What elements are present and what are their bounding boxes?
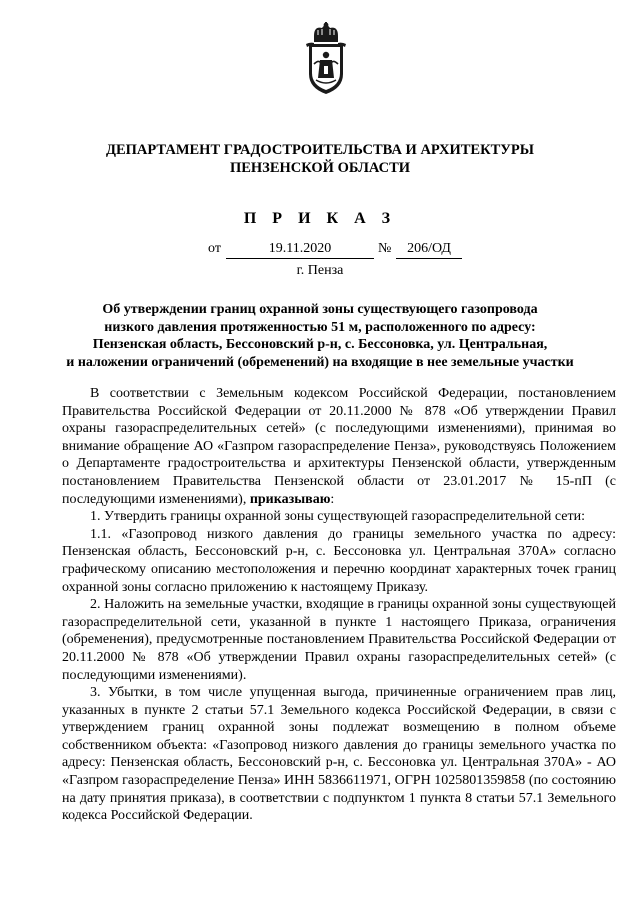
number-label: № [378,241,392,256]
preamble-text: В соответствии с Земельным кодексом Российской Федерации, постановлением Правительства Российской Федерации от 20.11.2000 № 878 «Об утверждении Правил охраны газораспределительных сетей» (с последующими изменениями), принимая во внимание обращение АО «Газпром газораспределение Пенза», руководствуясь Положением о Департаменте градостроительства и архитектуры Пензенской области, утвержденным постановлением Правительства Пензенской области от 23.01.2017 № 15-пП (с последующими изменениями), [62,386,616,507]
preamble-end: : [330,491,335,507]
department-heading [60,141,580,177]
item-3-paragraph: 3. Убытки, в том числе упущенная выгода, причиненные ограничением прав лиц, указанных в пункте 2 статьи 57.1 Земельного кодекса Российской Федерации, в связи с утверждением границ охранной зоны подлежат возмещению в полном объеме собственником объекта: «Газопровод низкого давления до границы земельного участка по адресу: Пензенская область, Бессоновский р-н, с. Бессоновка ул. Центральная 370А» - АО «Газпром газораспределение Пенза» ИНН 5836611971, ОГРН 1025801359858 (по состоянию на дату принятия приказа), в соответствии с подпунктом 1 пункта 8 статьи 57.1 Земельного кодекса Российской Федерации. [62,685,616,824]
title-line-4: и наложении ограничений (обременений) на входящие в нее земельные участки [66,354,574,370]
number-value: 206/ОД [396,241,462,259]
date-label: от [208,241,221,256]
date-number-line [0,241,640,259]
title-line-3: Пензенская область, Бессоновский р-н, с. Бессоновка, ул. Центральная, [92,337,548,352]
date-value: 19.11.2020 [226,241,374,259]
coat-of-arms-icon [300,22,352,96]
title-line-1: Об утверждении границ охранной зоны существующего газопровода [102,302,538,317]
order-subject-title [30,301,610,371]
city-line: г. Пенза [296,263,344,278]
preamble-command-word: приказываю [249,491,331,507]
document-body [62,385,616,825]
title-line-2: низкого давления протяженностью 51 м, расположенного по адресу: [104,319,536,335]
item-2-paragraph: 2. Наложить на земельные участки, входящие в границы охранной зоны существующей газораспределительной сети, указанной в пункте 1 настоящего Приказа, ограничения (обременения), предусмотренные постановлением Правительства Российской Федерации от 20.11.2000 № 878 «Об утверждении Правил охраны газораспределительных сетей» (с последующими изменениями). [62,597,616,683]
item-1-1-paragraph: 1.1. «Газопровод низкого давления до границы земельного участка по адресу: Пензенская область, Бессоновский р-н, с. Бессоновка ул. Центральная 370А» согласно графическому описанию местоположения и перечню координат характерных точек границ охранной зоны согласно приложению к настоящему Приказу. [62,526,616,595]
department-name-line-2: ПЕНЗЕНСКОЙ ОБЛАСТИ [229,160,411,176]
item-1-paragraph: 1. Утвердить границы охранной зоны существующей газораспределительной сети: [90,509,585,525]
preamble-paragraph [62,385,616,508]
department-name-line-1: ДЕПАРТАМЕНТ ГРАДОСТРОИТЕЛЬСТВА И АРХИТЕКТУРЫ [105,142,535,158]
document-type-title: П Р И К А З [243,210,397,227]
